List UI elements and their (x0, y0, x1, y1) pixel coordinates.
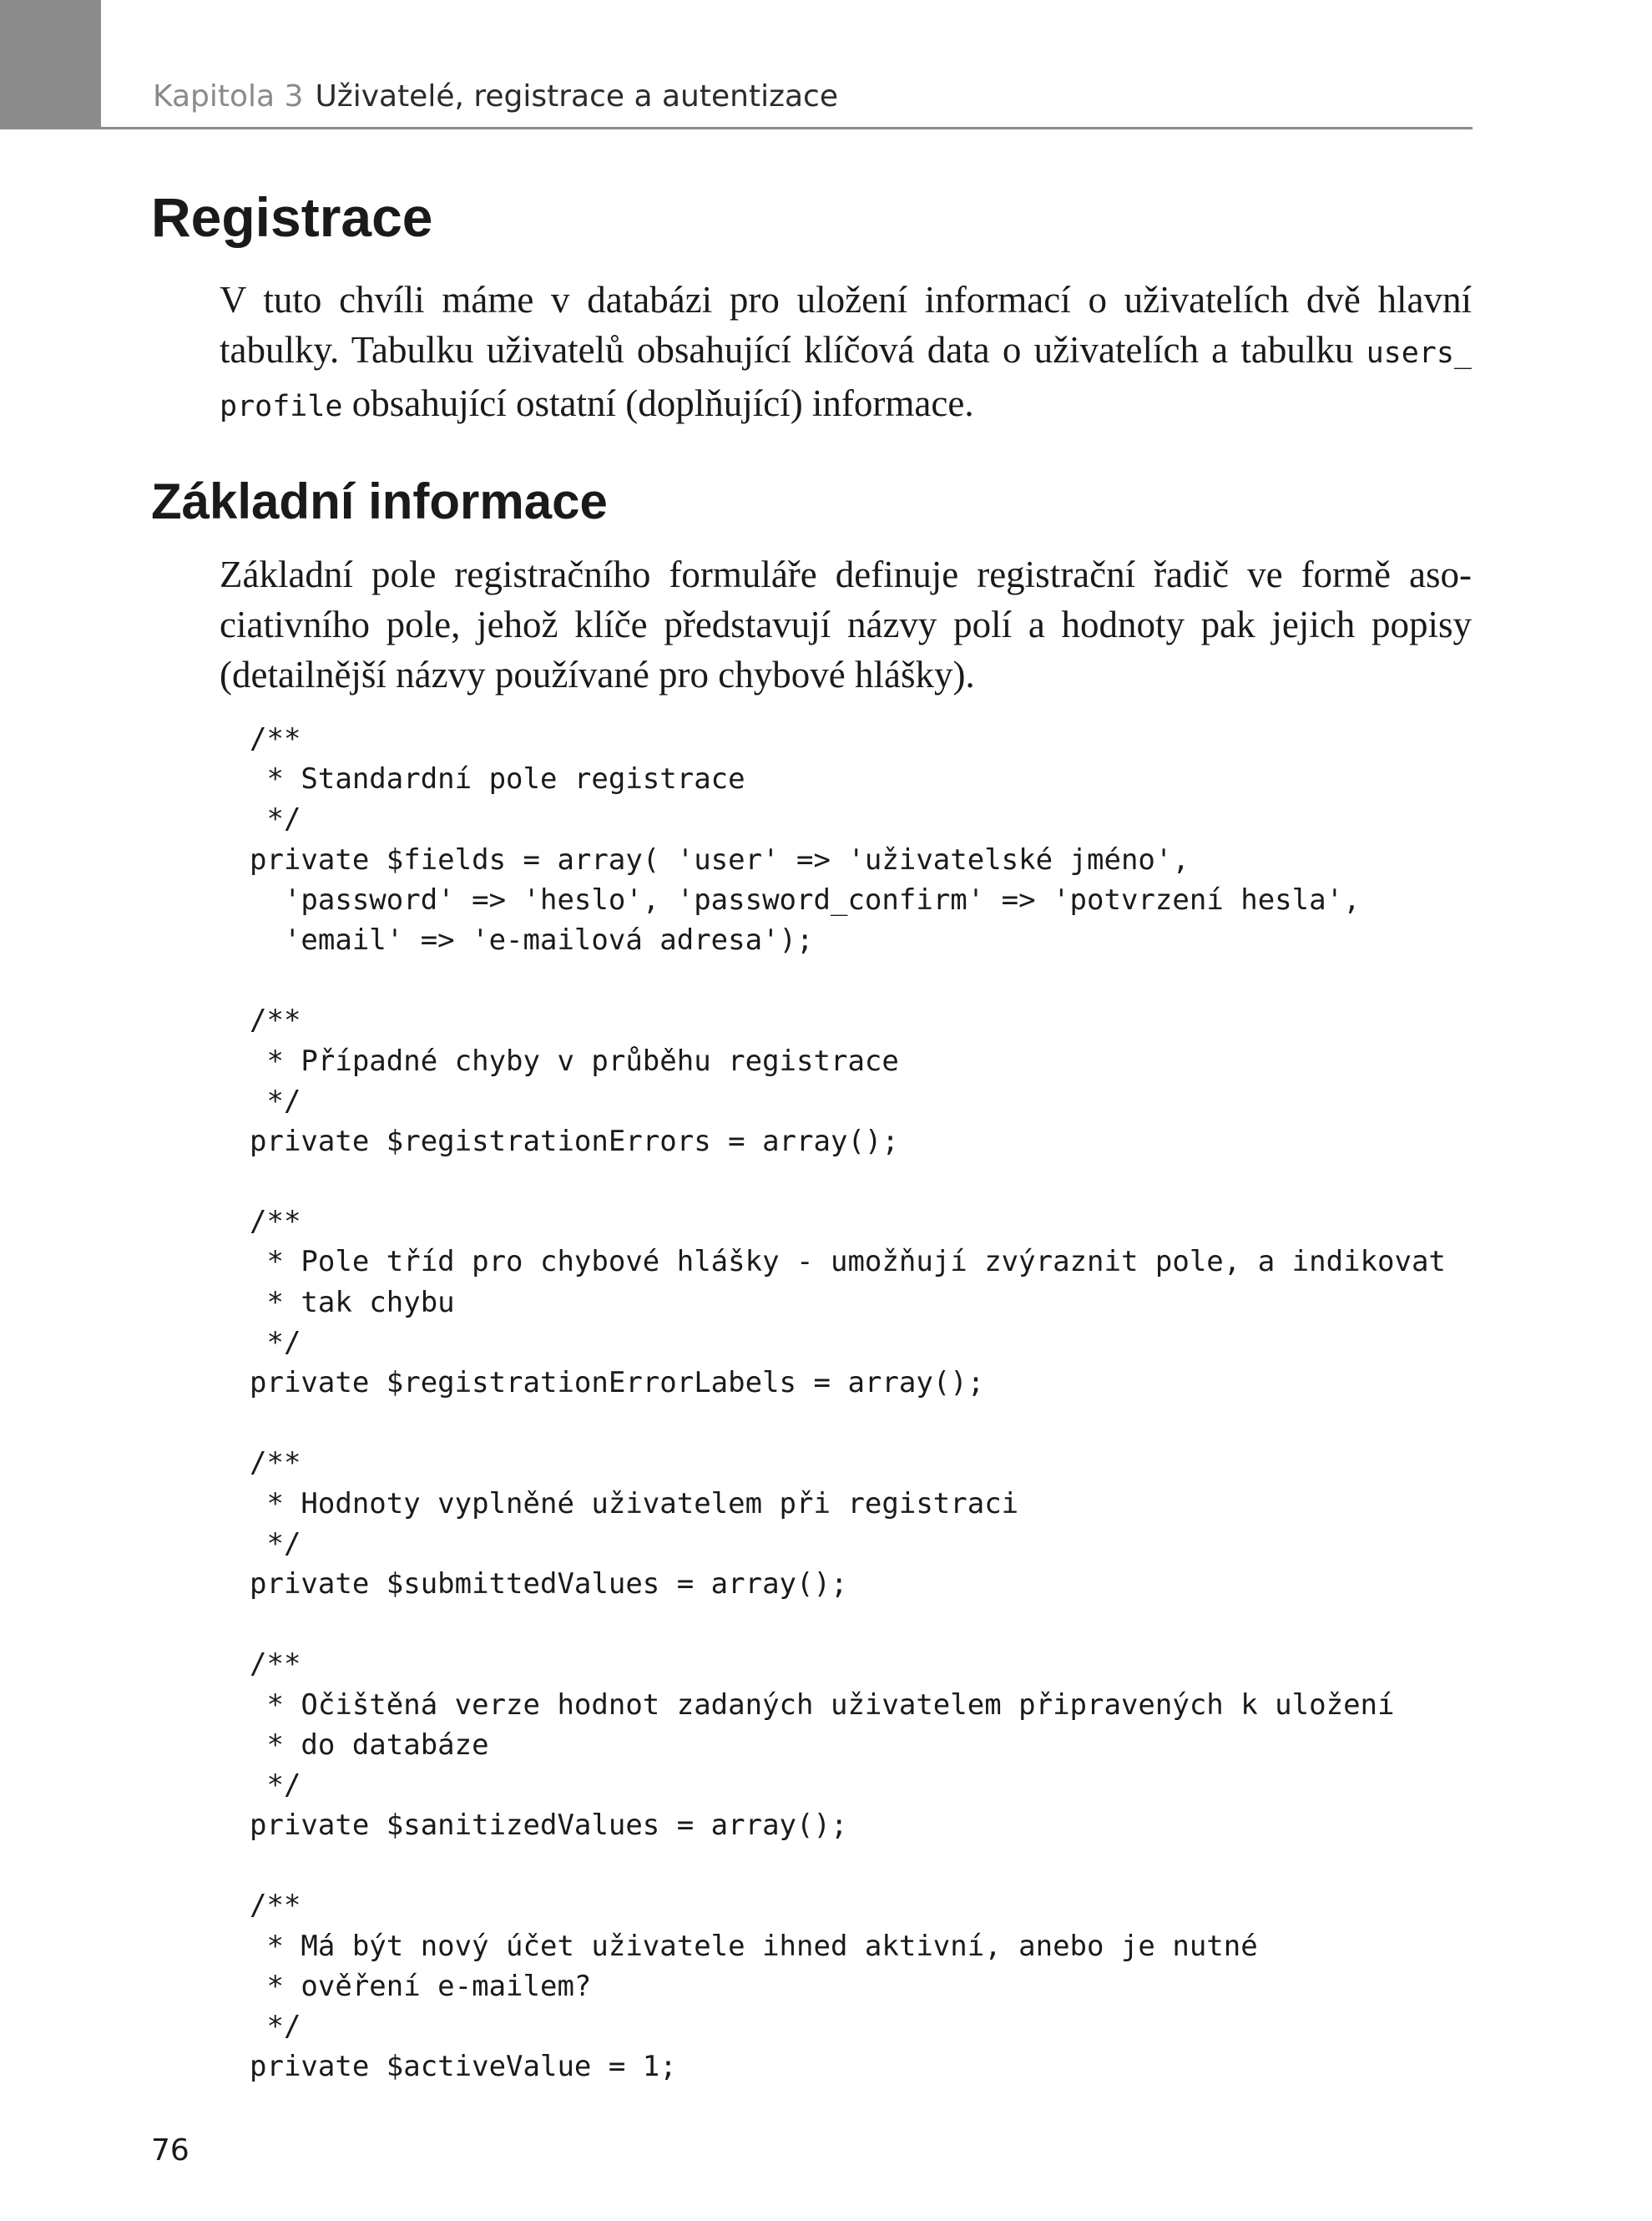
paragraph-text: tabulky. Tabulku uživatelů obsahující klíčová data o uživatelích a tabulku (220, 329, 1354, 371)
section1-paragraph (220, 275, 1472, 432)
code-line: private $activeValue = 1; (250, 2050, 677, 2084)
code-line: private $submittedValues = array(); (250, 1566, 848, 1601)
code-line: /** (250, 1004, 301, 1038)
code-line: * tak chybu (250, 1285, 455, 1319)
section-heading-zakladni-informace: Základní informace (151, 473, 608, 529)
code-line: /** (250, 1446, 301, 1480)
code-line: */ (250, 1084, 301, 1118)
paragraph-line (220, 325, 1472, 378)
code-line (250, 1161, 1446, 1202)
code-line: private $fields = array( 'user' => 'uživatelské jméno', (250, 842, 1190, 877)
code-line: */ (250, 2010, 301, 2043)
paragraph-line: V tuto chvíli máme v databázi pro uložení informací o uživatelích dvě hlavní (220, 279, 1472, 321)
code-line: private $registrationErrorLabels = array(); (250, 1366, 985, 1399)
code-line (250, 1845, 1446, 1885)
code-line: /** (250, 1889, 301, 1923)
code-line (250, 1403, 1446, 1443)
chapter-corner-tab (0, 0, 101, 129)
paragraph-line (220, 378, 1472, 432)
code-line: private $sanitizedValues = array(); (250, 1809, 848, 1843)
paragraph-line: (detailnější názvy používané pro chybové hlášky). (220, 654, 975, 696)
code-line: * Pole tříd pro chybové hlášky - umožňují zvýraznit pole, a indikovat (250, 1245, 1446, 1279)
code-line: */ (250, 1768, 301, 1802)
code-line: 'email' => 'e-mailová adresa'); (250, 923, 814, 957)
running-header (153, 79, 838, 114)
chapter-title: Uživatelé, registrace a autentizace (315, 79, 838, 114)
code-line: /** (250, 722, 301, 756)
paragraph-line: ciativního pole, jehož klíče představují názvy polí a hodnoty pak jejich popisy (220, 604, 1472, 645)
code-line: */ (250, 1526, 301, 1561)
code-line: * Má být nový účet uživatele ihned aktivní, anebo je nutné (250, 1929, 1258, 1963)
code-line: * Očištěná verze hodnot zadaných uživatelem připravených k uložení (250, 1687, 1395, 1722)
paragraph-text: obsahující ostatní (doplňující) informace. (342, 382, 974, 424)
code-line: * ověření e-mailem? (250, 1969, 592, 2003)
code-line: /** (250, 1205, 301, 1239)
code-block (250, 719, 1446, 2087)
code-line: * Případné chyby v průběhu registrace (250, 1044, 899, 1078)
paragraph-line: Základní pole registračního formuláře definuje registrační řadič ve formě aso- (220, 554, 1472, 595)
code-line (250, 1604, 1446, 1644)
code-line: /** (250, 1647, 301, 1682)
code-line: * do databáze (250, 1728, 489, 1762)
inline-code: users_ (1366, 336, 1473, 370)
code-line: * Hodnoty vyplněné uživatelem při registraci (250, 1486, 1019, 1520)
section2-paragraph (220, 549, 1472, 700)
inline-code: profile (220, 390, 343, 423)
code-line: private $registrationErrors = array(); (250, 1124, 899, 1158)
code-line: 'password' => 'heslo', 'password_confirm' => 'potvrzení hesla', (250, 883, 1361, 917)
code-line: * Standardní pole registrace (250, 762, 745, 797)
chapter-label: Kapitola 3 (153, 79, 304, 114)
code-line: */ (250, 1325, 301, 1359)
header-rule (101, 127, 1473, 129)
code-line (250, 960, 1446, 1000)
page-number: 76 (151, 2133, 189, 2168)
code-line: */ (250, 802, 301, 837)
section-heading-registrace: Registrace (151, 186, 433, 248)
